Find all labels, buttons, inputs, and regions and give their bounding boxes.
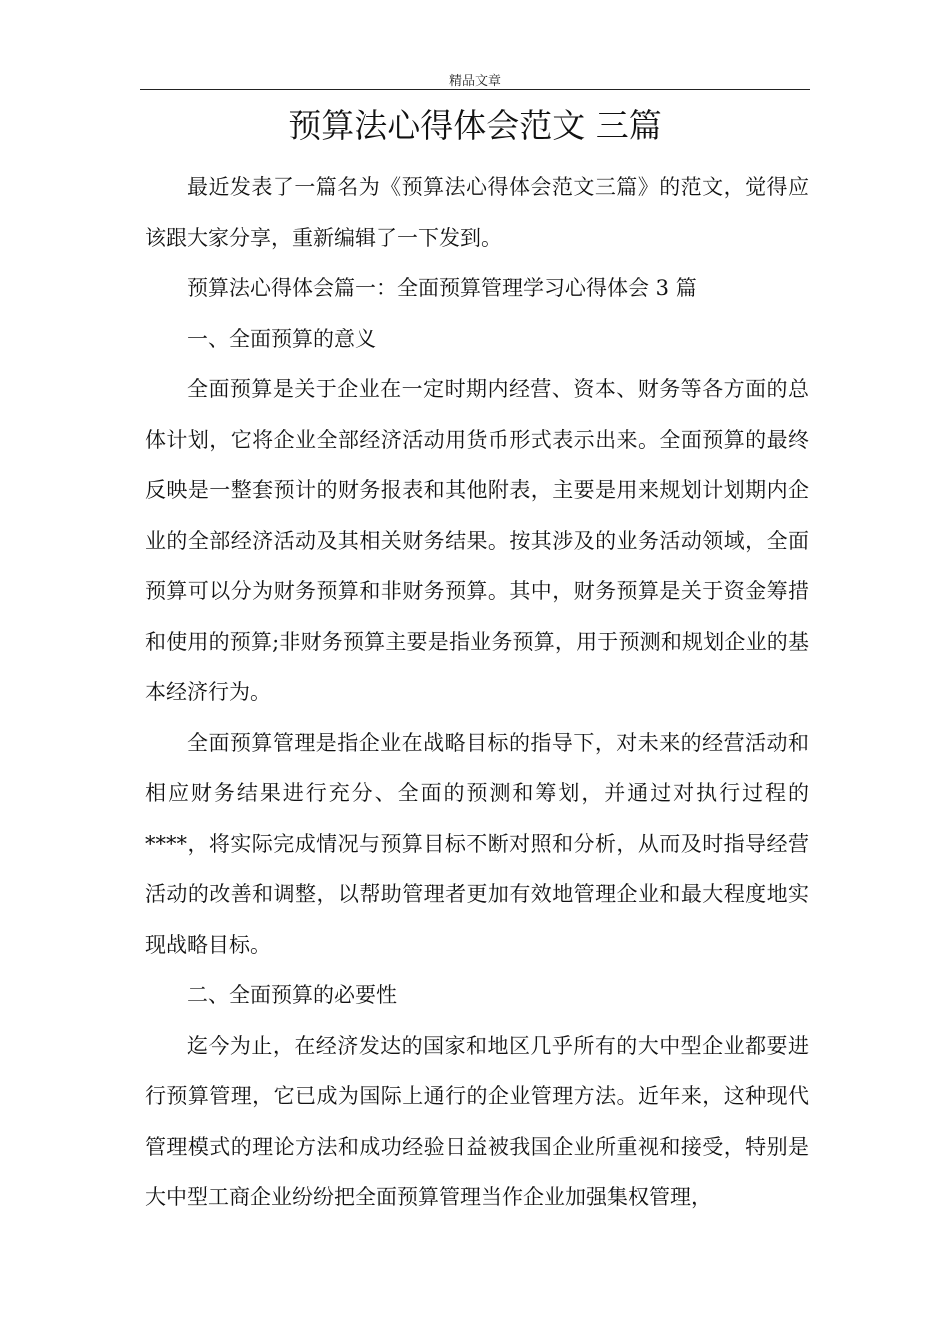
section-heading-1: 一、全面预算的意义 [187, 326, 376, 351]
header-divider [140, 89, 810, 90]
paragraph-intro: 最近发表了一篇名为《预算法心得体会范文三篇》的范文，觉得应该跟大家分享，重新编辑了一下发到。 [145, 175, 809, 250]
paragraph: 迄今为止，在经济发达的国家和地区几乎所有的大中型企业都要进行预算管理，它已成为国际上通行的企业管理方法。近年来，这种现代管理模式的理论方法和成功经验日益被我国企业所重视和接受，特别是大中型工商企业纷纷把全面预算管理当作企业加强集权管理， [145, 1033, 809, 1209]
document-title: 预算法心得体会范文 三篇 [288, 106, 662, 145]
paragraph: 全面预算是关于企业在一定时期内经营、资本、财务等各方面的总体计划，它将企业全部经济活动用货币形式表示出来。全面预算的最终反映是一整套预计的财务报表和其他附表，主要是用来规划计划期内企业的全部经济活动及其相关财务结果。按其涉及的业务活动领域，全面预算可以分为财务预算和非财务预算。其中，财务预算是关于资金筹措和使用的预算;非财务预算主要是指业务预算，用于预测和规划企业的基本经济行为。 [145, 377, 809, 704]
paragraph-subtitle: 预算法心得体会篇一：全面预算管理学习心得体会 3 篇 [187, 276, 697, 300]
section-heading-2: 二、全面预算的必要性 [187, 983, 397, 1007]
document-body [145, 162, 809, 1223]
page-header-label: 精品文章 [448, 74, 501, 89]
paragraph: 全面预算管理是指企业在战略目标的指导下，对未来的经营活动和相应财务结果进行充分、全面的预测和筹划，并通过对执行过程的****，将实际完成情况与预算目标不断对照和分析，从而及时指导经营活动的改善和调整，以帮助管理者更加有效地管理企业和最大程度地实现战略目标。 [145, 730, 809, 957]
